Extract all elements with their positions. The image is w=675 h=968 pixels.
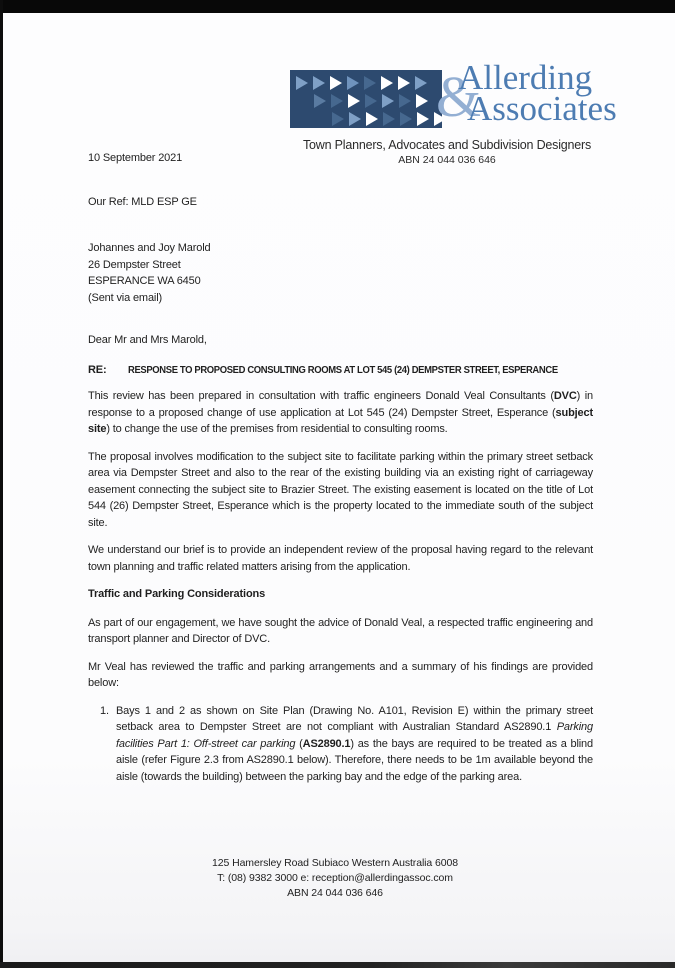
flag-triangle-icon <box>332 112 344 126</box>
scan-edge-bottom <box>0 962 675 968</box>
scan-edge-top <box>0 0 675 13</box>
flag-triangle-icon <box>348 94 360 108</box>
scan-edge-left <box>0 0 3 968</box>
brand-name-line2: Associates <box>467 89 617 128</box>
footer-abn: ABN 24 044 036 646 <box>287 887 383 899</box>
letter-footer <box>35 856 635 901</box>
list-item-text: Bays 1 and 2 as shown on Site Plan (Drawing No. A101, Revision E) within the primary street setback area to Dempster Street are not compliant with Australian Standard AS2890.1 Parking facilities Part 1: Off-street car parking (AS2890.1) as the bays are required to be treated as a blind aisle (refer Figure 2.3 from AS2890.1 below). Therefore, there needs to be 1m available beyond the aisle (towards the building) between the parking bay and the edge of the parking area. <box>116 704 593 783</box>
flag-triangle-icon <box>416 94 428 108</box>
our-reference: Our Ref: MLD ESP GE <box>88 195 197 208</box>
flag-triangle-icon <box>399 94 411 108</box>
flag-triangle-icon <box>349 112 361 126</box>
recipient-address-block: Johannes and Joy Marold 26 Dempster Street ESPERANCE WA 6450 (Sent via email) <box>88 242 211 304</box>
flag-triangle-icon <box>347 76 359 90</box>
company-tagline: Town Planners, Advocates and Subdivision Designers <box>302 138 592 152</box>
company-brand-name <box>436 60 636 140</box>
flag-triangle-icon <box>383 112 395 126</box>
flag-triangle-icon <box>314 94 326 108</box>
brand-name-line1: Allerding <box>458 58 593 97</box>
flag-triangle-icon <box>398 76 410 90</box>
footer-contact: T: (08) 9382 3000 e: reception@allerdingassoc.com <box>217 872 453 884</box>
flag-triangle-icon <box>381 76 393 90</box>
flag-triangle-icon <box>417 112 429 126</box>
finding-list-item-1 <box>88 703 593 786</box>
re-label: RE: <box>88 363 107 376</box>
paragraph-introduction: This review has been prepared in consultation with traffic engineers Donald Veal Consultants (DVC) in response to a proposed change of use application at Lot 545 (24) Dempster Street, Esperance (subject site) to change the use of the premises from residential to consulting rooms. <box>88 390 593 435</box>
subject-line <box>88 362 593 379</box>
section-heading-traffic-parking: Traffic and Parking Considerations <box>88 588 266 600</box>
paragraph-engagement: As part of our engagement, we have sought the advice of Donald Veal, a respected traffic engineering and transport planner and Director of DVC. <box>88 616 593 645</box>
re-subject: RESPONSE TO PROPOSED CONSULTING ROOMS AT LOT 545 (24) DEMPSTER STREET, ESPERANCE <box>128 363 558 376</box>
ampersand-glyph: & <box>436 64 482 129</box>
flag-triangle-icon <box>382 94 394 108</box>
flag-triangle-icon <box>331 94 343 108</box>
salutation: Dear Mr and Mrs Marold, <box>88 334 207 346</box>
paragraph-brief: We understand our brief is to provide an independent review of the proposal having regard to the relevant town planning and traffic related matters arising from the application. <box>88 544 593 573</box>
company-logo-flag-icon <box>290 70 442 128</box>
flag-triangle-icon <box>364 76 376 90</box>
list-number: 1. <box>100 704 109 717</box>
company-abn-header: ABN 24 044 036 646 <box>398 154 496 166</box>
paragraph-veal-review: Mr Veal has reviewed the traffic and parking arrangements and a summary of his findings are provided below: <box>88 660 593 689</box>
flag-triangle-icon <box>313 76 325 90</box>
flag-triangle-icon <box>415 76 427 90</box>
flag-triangle-icon <box>296 76 308 90</box>
flag-triangle-icon <box>400 112 412 126</box>
flag-triangle-icon <box>366 112 378 126</box>
paragraph-proposal: The proposal involves modification to the subject site to facilitate parking within the primary street setback area via Dempster Street and also to the rear of the existing building via an existing right of carriageway easement connecting the subject site to Brazier Street. The existing easement is located on the title of Lot 544 (26) Dempster Street, Esperance which is the property located to the immediate south of the subject site. <box>88 450 593 529</box>
letter-body <box>88 150 593 785</box>
footer-address: 125 Hamersley Road Subiaco Western Australia 6008 <box>212 857 458 869</box>
flag-triangle-icon <box>330 76 342 90</box>
letter-date: 10 September 2021 <box>88 152 183 164</box>
flag-triangle-icon <box>365 94 377 108</box>
